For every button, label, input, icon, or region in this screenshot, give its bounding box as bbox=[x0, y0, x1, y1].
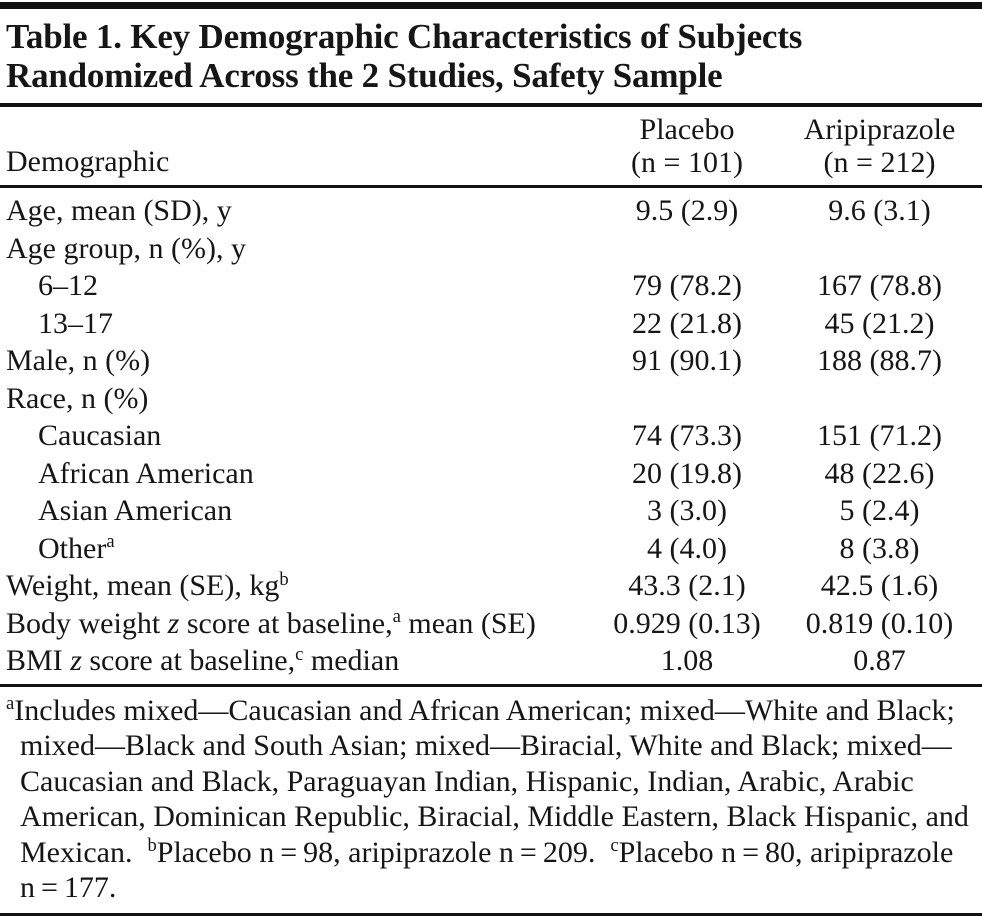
top-rule bbox=[0, 2, 982, 9]
row-label: 13–17 bbox=[38, 306, 113, 340]
column-header-row bbox=[0, 107, 982, 185]
table-row bbox=[6, 417, 982, 455]
column-header-placebo bbox=[597, 113, 777, 179]
table-title: Table 1. Key Demographic Characteristics of Subjects Randomized Across the 2 Studies, Safety Sample bbox=[6, 17, 803, 95]
aripiprazole-value: 45 (21.2) bbox=[824, 306, 935, 340]
superscript-marker: c bbox=[610, 835, 619, 857]
row-label: African American bbox=[38, 456, 254, 490]
aripiprazole-value: 188 (88.7) bbox=[817, 344, 942, 377]
table-row bbox=[6, 342, 982, 380]
aripiprazole-value: 0.87 bbox=[853, 644, 906, 677]
row-label: 6–12 bbox=[38, 269, 98, 302]
aripiprazole-value: 151 (71.2) bbox=[817, 419, 942, 452]
column-header-demographic: Demographic bbox=[6, 145, 170, 178]
superscript-marker: b bbox=[279, 568, 289, 590]
row-label: Male, n (%) bbox=[6, 344, 151, 377]
column-header-aripiprazole bbox=[777, 113, 982, 179]
bottom-rule bbox=[0, 913, 982, 916]
aripiprazole-header-name: Aripiprazole bbox=[803, 113, 956, 146]
placebo-value: 74 (73.3) bbox=[632, 419, 742, 452]
row-label: Body weight z score at baseline,$^a$ mean (SE) bbox=[6, 606, 536, 640]
italic-text: z bbox=[70, 644, 82, 677]
aripiprazole-value bbox=[777, 380, 982, 418]
table-figure bbox=[0, 2, 982, 916]
placebo-header-name: Placebo bbox=[639, 113, 735, 146]
row-label: Other$^a$ bbox=[38, 531, 115, 565]
placebo-value: 9.5 (2.9) bbox=[635, 194, 739, 227]
placebo-value: 79 (78.2) bbox=[632, 269, 742, 302]
superscript-marker: a bbox=[6, 693, 15, 715]
aripiprazole-value: 9.6 (3.1) bbox=[828, 194, 931, 227]
table-row bbox=[6, 492, 982, 530]
aripiprazole-value: 42.5 (1.6) bbox=[820, 569, 939, 602]
table-row bbox=[6, 455, 982, 493]
table-row bbox=[6, 642, 982, 680]
superscript-marker: b bbox=[147, 835, 157, 857]
placebo-value: 22 (21.8) bbox=[632, 306, 742, 340]
table-row bbox=[6, 230, 982, 268]
table-row bbox=[6, 305, 982, 343]
placebo-value: 0.929 (0.13) bbox=[613, 606, 761, 640]
table-row bbox=[6, 605, 982, 643]
superscript-marker: c bbox=[295, 643, 304, 665]
row-label: BMI z score at baseline,$^c$ median bbox=[6, 643, 400, 677]
aripiprazole-value: 8 (3.8) bbox=[839, 531, 920, 565]
row-label: Asian American bbox=[38, 494, 233, 527]
row-label: Age group, n (%), y bbox=[6, 231, 246, 265]
table-row bbox=[6, 267, 982, 305]
aripiprazole-value: 0.819 (0.10) bbox=[805, 606, 954, 640]
aripiprazole-value: 5 (2.4) bbox=[839, 494, 920, 527]
superscript-marker: a bbox=[392, 606, 401, 628]
aripiprazole-value bbox=[777, 230, 982, 268]
row-label: Race, n (%) bbox=[6, 381, 149, 415]
aripiprazole-header-n: (n = 212) bbox=[823, 146, 936, 179]
row-label: Caucasian bbox=[38, 419, 162, 452]
aripiprazole-value: 48 (22.6) bbox=[824, 456, 935, 490]
placebo-header-n: (n = 101) bbox=[631, 146, 743, 179]
placebo-value bbox=[597, 380, 777, 418]
table-row bbox=[6, 530, 982, 568]
placebo-value: 91 (90.1) bbox=[632, 344, 742, 377]
placebo-value: 3 (3.0) bbox=[647, 494, 727, 527]
footnote: $^a$Includes mixed—Caucasian and African American; mixed—White and Black; mixed—Black and South Asian; mixed—Biracial, White and Black; mixed—Caucasian and Black, Paraguayan Indian, Hispanic, Indian, Arabic, Arabic American, Dominican Republic, Biracial, Middle Eastern, Black Hispanic, and Mexican. $^b$Placebo n = 98, aripiprazole n = 209. $^c$Placebo n = 80, aripiprazole n = 177. bbox=[6, 693, 969, 904]
table-row bbox=[6, 567, 982, 605]
placebo-value bbox=[597, 230, 777, 268]
italic-text: z bbox=[167, 606, 180, 640]
table-body bbox=[0, 188, 982, 684]
placebo-value: 43.3 (2.1) bbox=[628, 569, 746, 602]
row-label: Age, mean (SD), y bbox=[6, 194, 232, 227]
aripiprazole-value: 167 (78.8) bbox=[817, 269, 942, 302]
placebo-value: 20 (19.8) bbox=[632, 456, 742, 490]
superscript-marker: a bbox=[106, 531, 115, 553]
placebo-value: 4 (4.0) bbox=[647, 531, 727, 565]
table-row bbox=[6, 380, 982, 418]
table-row bbox=[6, 192, 982, 230]
row-label: Weight, mean (SE), $kg^b$ bbox=[6, 568, 289, 602]
placebo-value: 1.08 bbox=[660, 644, 714, 677]
